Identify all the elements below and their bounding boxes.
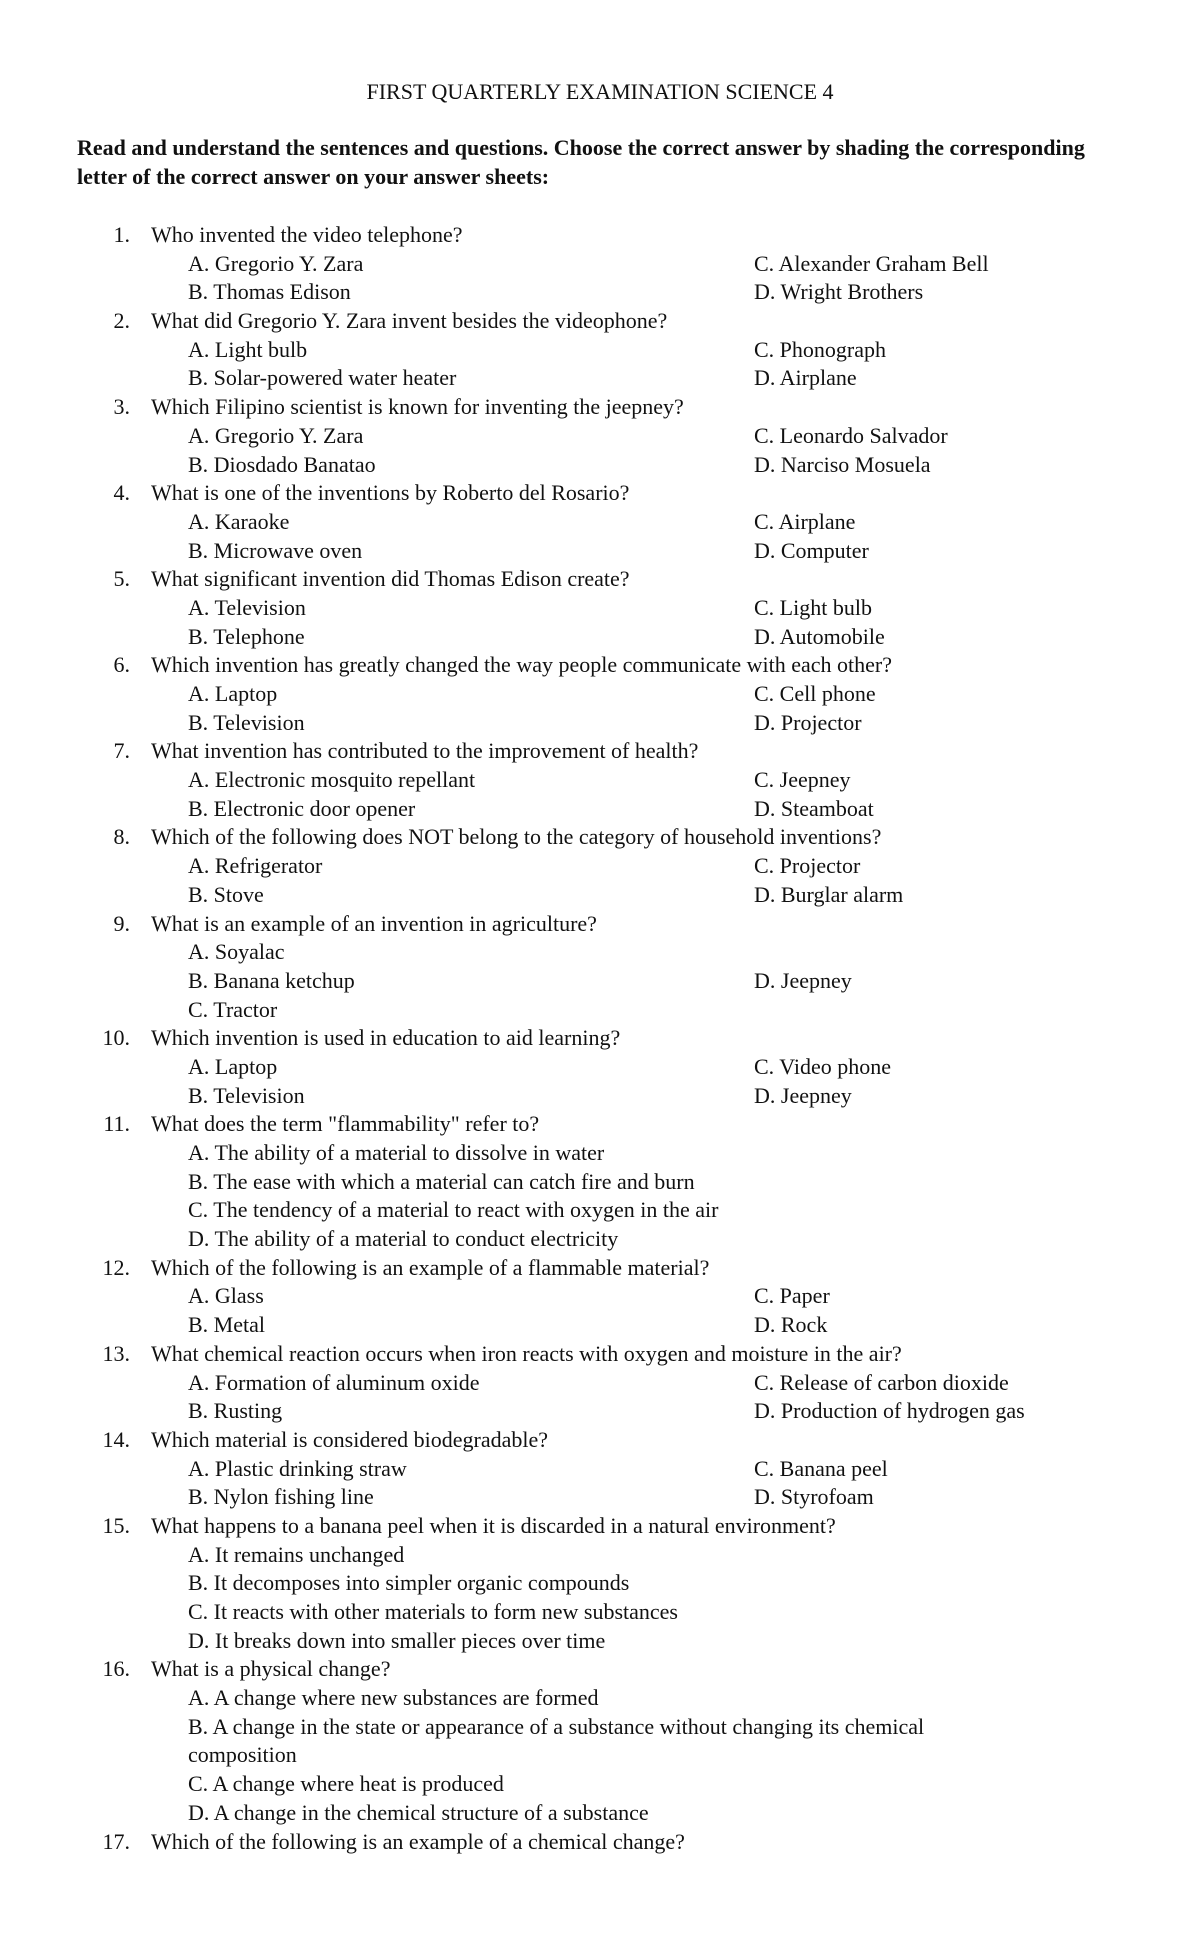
choice-option: A. The ability of a material to dissolve in water (188, 1140, 605, 1165)
choice-row (0, 1483, 1200, 1512)
question-list (0, 221, 1200, 1856)
choice-option: B. Rusting (188, 1398, 283, 1424)
choice-row (0, 364, 1200, 393)
question-text: What did Gregorio Y. Zara invent besides the videophone? (151, 308, 668, 334)
question-text: Which Filipino scientist is known for inventing the jeepney? (151, 394, 684, 420)
choice-option: C. Projector (754, 853, 861, 879)
choice-row (0, 1168, 1200, 1197)
choice-option: D. Styrofoam (754, 1484, 874, 1510)
choice-row (0, 1139, 1200, 1168)
question-item (0, 823, 1200, 852)
choice-option: C. Alexander Graham Bell (754, 250, 989, 276)
choice-option: C. A change where heat is produced (188, 1771, 504, 1797)
choice-row (0, 1397, 1200, 1426)
choice-row (0, 881, 1200, 910)
choice-option: A. Laptop (188, 681, 278, 706)
choice-option: B. The ease with which a material can catch fire and burn (188, 1168, 695, 1194)
question-text: Which of the following is an example of a chemical change? (151, 1828, 685, 1854)
question-number: 11. (103, 1111, 130, 1137)
choice-option: A. It remains unchanged (188, 1541, 405, 1567)
choice-option: D. Steamboat (754, 795, 874, 821)
choice-option: A. Glass (188, 1283, 264, 1309)
question-item (0, 307, 1200, 336)
choice-option: B. Television (188, 709, 305, 735)
question-text: What significant invention did Thomas Edison create? (151, 566, 630, 592)
choice-row (0, 1082, 1200, 1111)
choice-option: B. Banana ketchup (188, 967, 355, 993)
question-item (0, 565, 1200, 594)
question-number: 1. (113, 222, 130, 247)
choice-row (0, 508, 1200, 537)
question-item (0, 393, 1200, 422)
choice-option: B. Microwave oven (188, 537, 363, 563)
choice-option: B. A change in the state or appearance of a substance without changing its chemical (188, 1713, 925, 1739)
question-item (0, 1828, 1200, 1857)
choice-option: A. A change where new substances are formed (188, 1685, 599, 1711)
question-item (0, 479, 1200, 508)
choice-option: D. Computer (754, 537, 869, 563)
question-text: What chemical reaction occurs when iron reacts with oxygen and moisture in the air? (151, 1340, 902, 1366)
choice-option: B. Nylon fishing line (188, 1484, 374, 1510)
question-text: Which invention has greatly changed the way people communicate with each other? (151, 652, 892, 678)
question-number: 9. (113, 910, 130, 936)
choice-option: D. Wright Brothers (754, 279, 924, 305)
choice-option: C. Tractor (188, 996, 278, 1022)
choice-row (0, 623, 1200, 652)
choice-option: A. Television (188, 594, 306, 620)
choice-option: A. Gregorio Y. Zara (188, 250, 364, 276)
question-item (0, 1426, 1200, 1455)
question-number: 15. (102, 1512, 130, 1538)
question-text: Which of the following does NOT belong to the category of household inventions? (151, 824, 882, 850)
question-item (0, 910, 1200, 939)
choice-option: B. Thomas Edison (188, 279, 351, 305)
choice-row (0, 709, 1200, 738)
choice-option: C. The tendency of a material to react with oxygen in the air (188, 1197, 719, 1223)
question-number: 3. (113, 394, 130, 420)
choice-option: B. Metal (188, 1312, 265, 1338)
choice-option: B. It decomposes into simpler organic compounds (188, 1570, 630, 1596)
question-text: Which invention is used in education to aid learning? (151, 1025, 621, 1051)
choice-row (0, 537, 1200, 566)
question-item (0, 221, 1200, 250)
choice-option: B. Stove (188, 881, 264, 907)
choice-option: C. Airplane (754, 508, 856, 534)
choice-option: D. It breaks down into smaller pieces over time (188, 1627, 606, 1653)
question-item (0, 1512, 1200, 1541)
choice-option: D. Jeepney (754, 967, 852, 993)
choice-option: B. Electronic door opener (188, 795, 416, 821)
choice-row (0, 1684, 1200, 1713)
choice-row (0, 1598, 1200, 1627)
choice-option: C. Phonograph (754, 336, 886, 362)
question-text: Which of the following is an example of a flammable material? (151, 1254, 710, 1280)
choice-row (0, 451, 1200, 480)
choice-option: D. Jeepney (754, 1082, 852, 1108)
choice-option: D. Narciso Mosuela (754, 451, 931, 477)
choice-option: D. Automobile (754, 623, 885, 649)
choice-row (0, 422, 1200, 451)
question-text: Which material is considered biodegradable? (151, 1426, 549, 1452)
page-title: FIRST QUARTERLY EXAMINATION SCIENCE 4 (366, 79, 834, 104)
question-item (0, 1110, 1200, 1139)
question-number: 14. (102, 1426, 130, 1452)
choice-option: D. Burglar alarm (754, 881, 904, 907)
choice-option: D. Projector (754, 709, 862, 735)
choice-row (0, 1225, 1200, 1254)
choice-option: A. Laptop (188, 1053, 278, 1079)
choice-row (0, 852, 1200, 881)
choice-row (0, 795, 1200, 824)
choice-option: B. Telephone (188, 623, 305, 649)
choice-row (0, 938, 1200, 967)
choice-row (0, 1282, 1200, 1311)
choice-option: C. Cell phone (754, 681, 876, 706)
question-item (0, 1340, 1200, 1369)
choice-row (0, 1053, 1200, 1082)
choice-option: D. The ability of a material to conduct electricity (188, 1226, 619, 1252)
choice-option: B. Solar-powered water heater (188, 365, 457, 391)
instructions: Read and understand the sentences and questions. Choose the correct answer by shading the corresponding letter of the correct answer on your answer sheets: (77, 135, 1085, 189)
question-item (0, 737, 1200, 766)
choice-row (0, 1770, 1200, 1799)
choice-row (0, 1713, 1200, 1742)
question-text: Who invented the video telephone? (151, 222, 463, 247)
choice-row (0, 996, 1200, 1025)
question-number: 4. (113, 480, 130, 506)
choice-option: C. Release of carbon dioxide (754, 1369, 1009, 1395)
choice-option: B. Television (188, 1082, 305, 1108)
choice-row (0, 1541, 1200, 1570)
choice-option: A. Refrigerator (188, 853, 323, 879)
question-number: 6. (113, 652, 130, 678)
question-text: What is one of the inventions by Roberto del Rosario? (151, 480, 630, 506)
choice-option: C. Paper (754, 1283, 830, 1309)
question-text: What is a physical change? (151, 1656, 391, 1682)
choice-row (0, 1627, 1200, 1656)
choice-option: B. Diosdado Banatao (188, 451, 376, 477)
question-item (0, 1024, 1200, 1053)
question-number: 12. (102, 1254, 130, 1280)
question-number: 2. (113, 308, 130, 334)
question-item (0, 1655, 1200, 1684)
question-item (0, 651, 1200, 680)
choice-option: A. Formation of aluminum oxide (188, 1369, 480, 1395)
choice-row (0, 766, 1200, 795)
question-text: What is an example of an invention in agriculture? (151, 910, 597, 936)
choice-option: D. A change in the chemical structure of a substance (188, 1799, 649, 1825)
choice-row (0, 1569, 1200, 1598)
choice-option: D. Production of hydrogen gas (754, 1398, 1025, 1424)
choice-row (0, 1369, 1200, 1398)
choice-row (0, 1799, 1200, 1828)
choice-row (0, 336, 1200, 365)
question-number: 8. (113, 824, 130, 850)
choice-option: C. Banana peel (754, 1455, 888, 1481)
choice-option: A. Soyalac (188, 939, 285, 965)
choice-option: A. Electronic mosquito repellant (188, 767, 476, 793)
question-number: 10. (102, 1025, 130, 1051)
question-number: 5. (113, 566, 130, 592)
choice-option: C. Light bulb (754, 594, 872, 620)
question-item (0, 1254, 1200, 1283)
question-text: What does the term "flammability" refer to? (151, 1111, 540, 1137)
choice-row (0, 278, 1200, 307)
choice-row (0, 1455, 1200, 1484)
choice-row (0, 250, 1200, 279)
choice-row (0, 1311, 1200, 1340)
question-number: 16. (102, 1656, 130, 1682)
choice-row (0, 594, 1200, 623)
choice-option: D. Rock (754, 1312, 828, 1338)
question-text: What invention has contributed to the improvement of health? (151, 738, 699, 764)
choice-row (0, 1741, 1200, 1770)
choice-option: D. Airplane (754, 365, 857, 391)
choice-option: C. Leonardo Salvador (754, 422, 948, 448)
choice-option: C. Video phone (754, 1053, 891, 1079)
question-number: 17. (102, 1828, 130, 1854)
question-text: What happens to a banana peel when it is discarded in a natural environment? (151, 1512, 836, 1538)
choice-row (0, 680, 1200, 709)
choice-option: A. Light bulb (188, 336, 308, 362)
choice-option: A. Plastic drinking straw (188, 1455, 407, 1481)
choice-option: A. Karaoke (188, 508, 290, 534)
choice-option: C. Jeepney (754, 767, 851, 793)
choice-row (0, 1196, 1200, 1225)
question-number: 7. (113, 738, 130, 764)
question-number: 13. (102, 1340, 130, 1366)
choice-option: A. Gregorio Y. Zara (188, 422, 364, 448)
choice-row (0, 967, 1200, 996)
choice-option: composition (188, 1742, 297, 1768)
choice-option: C. It reacts with other materials to form new substances (188, 1599, 678, 1624)
